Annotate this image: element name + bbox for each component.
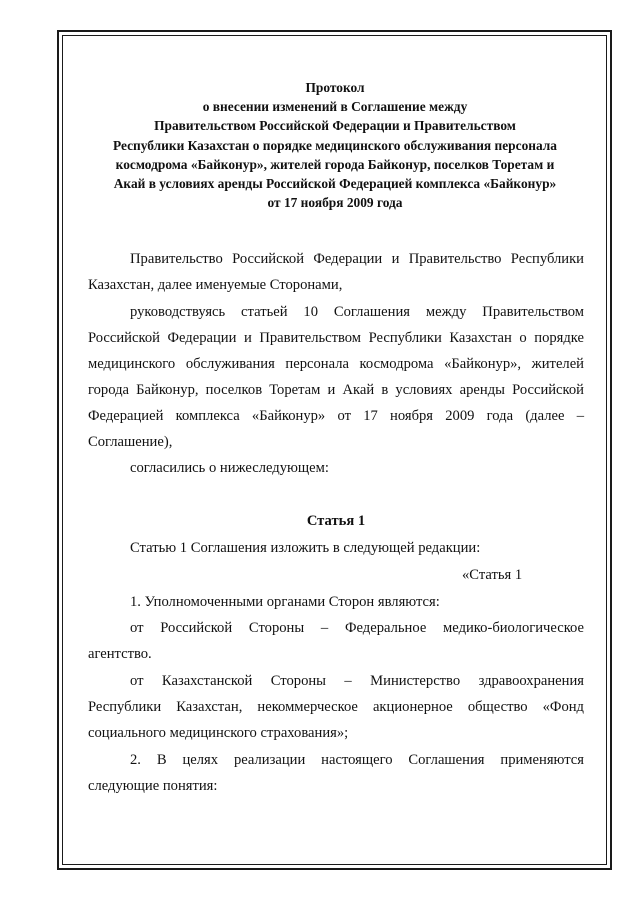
item2-line1: 2. В целях реализации настоящего Соглашения применяются bbox=[130, 752, 584, 768]
para2-line6: Соглашение), bbox=[88, 434, 173, 450]
quoted-article-heading: «Статья 1 bbox=[462, 567, 523, 583]
para2-line1: руководствуясь статьей 10 Соглашения между Правительством bbox=[130, 304, 584, 320]
item1-ru-line1: от Российской Стороны – Федеральное медико-биологическое bbox=[130, 620, 584, 636]
para2-line2: Российской Федерации и Правительством Республики Казахстан о порядке bbox=[88, 330, 584, 346]
para2-line5: Федерацией комплекса «Байконур» от 17 ноября 2009 года (далее – bbox=[88, 408, 584, 424]
article1-heading: Статья 1 bbox=[306, 513, 366, 529]
para1-line1: Правительство Российской Федерации и Правительство Республики bbox=[130, 251, 584, 267]
para2-line3: медицинского обслуживания персонала космодрома «Байконур», жителей bbox=[88, 356, 584, 372]
title-line: о внесении изменений в Соглашение между bbox=[202, 99, 468, 115]
para1-line2: Казахстан, далее именуемые Сторонами, bbox=[88, 277, 343, 293]
item1-kz-line1: от Казахстанской Стороны – Министерство здравоохранения bbox=[130, 673, 584, 689]
title-line: Правительством Российской Федерации и Правительством bbox=[154, 118, 516, 134]
document-title bbox=[65, 78, 605, 212]
item2-line2: следующие понятия: bbox=[88, 778, 218, 794]
item1-ru-line2: агентство. bbox=[88, 646, 152, 662]
title-line: Республики Казахстан о порядке медицинского обслуживания персонала bbox=[112, 137, 557, 153]
item1: 1. Уполномоченными органами Сторон являются: bbox=[130, 594, 440, 610]
item1-kz-line3: социального медицинского страхования»; bbox=[88, 725, 349, 741]
title-line: Акай в условиях аренды Российской Федерацией комплекса «Байконур» bbox=[113, 176, 557, 192]
title-line: Протокол bbox=[305, 80, 365, 95]
para3: согласились о нижеследующем: bbox=[130, 460, 329, 476]
item1-kz-line2: Республики Казахстан, некоммерческое акционерное общество «Фонд bbox=[88, 699, 584, 715]
title-line: от 17 ноября 2009 года bbox=[267, 195, 403, 211]
para2-line4: города Байконур, поселков Торетам и Акай в условиях аренды Российской bbox=[88, 382, 584, 398]
article1-intro: Статью 1 Соглашения изложить в следующей редакции: bbox=[130, 540, 481, 556]
title-line: космодрома «Байконур», жителей города Байконур, поселков Торетам и bbox=[115, 156, 555, 172]
